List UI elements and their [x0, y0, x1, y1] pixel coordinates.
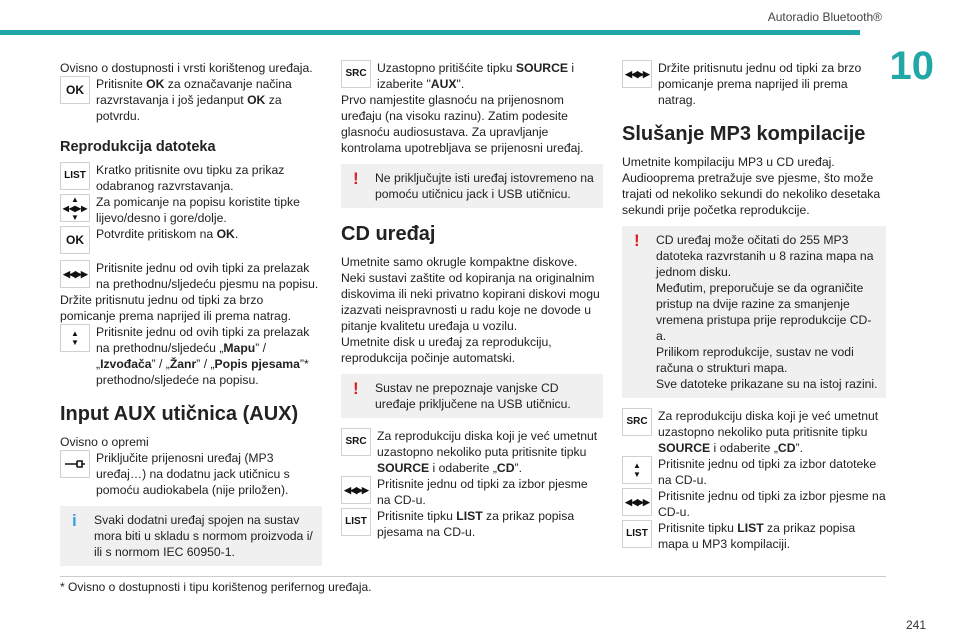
src-text: Uzastopno pritišćite tipku SOURCE i izaberite "AUX". — [377, 61, 575, 91]
list3-text: Pritisnite tipku LIST za prikaz popisa mapa u MP3 kompilaciji. — [658, 521, 856, 551]
column-2 — [341, 60, 603, 540]
jack-plug-icon — [60, 450, 90, 478]
info-note — [60, 506, 322, 566]
list-key-icon: LIST — [622, 520, 652, 548]
page-number: 241 — [905, 618, 926, 632]
left-right-arrows-icon: ◀◀▶▶ — [622, 60, 652, 88]
src-key-icon: SRC — [341, 60, 371, 88]
ok2-row — [60, 226, 322, 254]
column-3 — [622, 60, 886, 552]
up-down-arrows-icon: ▲ ▼ — [60, 324, 90, 352]
warning-icon: ! — [353, 169, 359, 188]
src3-row — [622, 408, 886, 456]
header-title: Autoradio Bluetooth® — [767, 10, 882, 24]
ok-key-icon: OK — [60, 76, 90, 104]
list-row — [60, 162, 322, 194]
left-right-arrows-icon: ◀◀▶▶ — [60, 260, 90, 288]
footnote-divider — [60, 576, 886, 577]
list3-row — [622, 520, 886, 552]
src2-text: Za reprodukciju diska koji je već umetnut uzastopno nekoliko puta pritisnite tipku SOURCE i odaberite „CD”. — [377, 429, 598, 475]
aux-note-text: Svaki dodatni uređaj spojen na sustav mora biti u skladu s normom proizvoda i/ ili s normom IEC 60950-1. — [94, 513, 313, 559]
list-key-icon: LIST — [341, 508, 371, 536]
ud-text: Pritisnite jednu od ovih tipki za prelazak na prethodnu/sljedeću „Mapu” / „Izvođača” / „Žanr” / „Popis pjesama”* prethodno/sljedeće na popisu. — [96, 325, 310, 387]
up-down-arrows-icon: ▲ ▼ — [622, 456, 652, 484]
volume-text: Prvo namjestite glasnoću na prijenosnom uređaju (na visoku razinu). Zatim podesite glasnoću audiosustava. Za upravljanje kontrolama upotrebljava se prijenosni uređaj. — [341, 93, 584, 155]
heading-playback: Reprodukcija datoteka — [60, 139, 216, 155]
src-row — [341, 60, 603, 92]
list-key-icon: LIST — [60, 162, 90, 190]
footnote: * Ovisno o dostupnosti i tipu korištenog perifernog uređaja. — [60, 580, 372, 594]
nav-text: Za pomicanje na popisu koristite tipke lijevo/desno i gore/dolje. — [96, 195, 300, 225]
warning-1-text: Ne priključujte isti uređaj istovremeno na pomoću utičnicu jack i USB utičnicu. — [375, 171, 594, 201]
lr2-row — [341, 476, 603, 508]
aux-row — [60, 450, 322, 498]
cd-text: Umetnite samo okrugle kompaktne diskove. Neki sustavi zaštite od kopiranja na originalnim diskovima ili neki privatno kopirani diskovi mogu izazvati neispravnosti u radu koje ne dovode u pitanje kvalitetu uređaja u vozilu. Umetnite disk u uređaj za reprodukciju, reprodukcija počinje automatski. — [341, 255, 600, 365]
warning-note-3 — [622, 226, 886, 398]
lr2-text: Pritisnite jednu od tipki za izbor pjesme na CD-u. — [377, 477, 588, 507]
src-key-icon: SRC — [341, 428, 371, 456]
list2-row — [341, 508, 603, 540]
warning-icon: ! — [353, 379, 359, 398]
ok-text: Pritisnite OK za označavanje načina razvrstavanja i još jedanput OK za potvrdu. — [96, 77, 292, 123]
warning-icon: ! — [634, 231, 640, 250]
mp3-text: Umetnite kompilaciju MP3 u CD uređaj. Audiooprema pretražuje sve pjesme, što može trajati od nekoliko sekundi do nekoliko desetaka sekundi prije početka reprodukcije. — [622, 155, 881, 217]
list2-text: Pritisnite tipku LIST za prikaz popisa pjesama na CD-u. — [377, 509, 575, 539]
nav-row — [60, 194, 322, 226]
lr3-row — [622, 488, 886, 520]
four-way-arrows-icon: ▲ ◀◀▶▶ ▼ — [60, 194, 90, 222]
warning-note-1 — [341, 164, 603, 208]
left-right-arrows-icon: ◀◀▶▶ — [622, 488, 652, 516]
chapter-number: 10 — [889, 44, 934, 88]
info-icon: i — [72, 511, 77, 530]
heading-cd: CD uređaj — [341, 223, 436, 245]
lr3-text: Pritisnite jednu od tipki za izbor pjesme na CD-u. — [658, 489, 886, 519]
ok-key-icon: OK — [60, 226, 90, 254]
src2-row — [341, 428, 603, 476]
warning-3-text: CD uređaj može očitati do 255 MP3 datoteka razvrstanih u 8 razina mapa na jednom disku. Međutim, preporučuje se da ograničite pristup na dvije razine za smanjenje vremena pristupa prije reprodukcije CD-a. Prilikom reprodukcije, sustav ne vodi računa o strukturi mapa. Sve datoteke prikazane su na istoj razini. — [656, 233, 878, 391]
intro-text: Ovisno o dostupnosti i vrsti korištenog uređaja. — [60, 61, 313, 75]
column-1 — [60, 60, 322, 576]
warning-2-text: Sustav ne prepoznaje vanjske CD uređaje priključene na USB utičnicu. — [375, 381, 571, 411]
aux-intro: Ovisno o opremi — [60, 435, 149, 449]
header-accent-bar — [0, 30, 860, 35]
ud-row — [60, 324, 322, 388]
hold3-row — [622, 60, 886, 108]
hold-text: Držite pritisnutu jednu od tipki za brzo pomicanje prema naprijed ili prema natrag. — [60, 293, 292, 323]
ok-row — [60, 76, 322, 124]
src-key-icon: SRC — [622, 408, 652, 436]
heading-mp3: Slušanje MP3 kompilacije — [622, 123, 866, 145]
ud3-text: Pritisnite jednu od tipki za izbor datoteke na CD-u. — [658, 457, 877, 487]
hold3-text: Držite pritisnutu jednu od tipki za brzo pomicanje prema naprijed ili prema natrag. — [658, 61, 862, 107]
src3-text: Za reprodukciju diska koji je već umetnut uzastopno nekoliko puta pritisnite tipku SOURCE i odaberite „CD”. — [658, 409, 879, 455]
warning-note-2 — [341, 374, 603, 418]
aux-text: Priključite prijenosni uređaj (MP3 uređaj…) na dodatnu jack utičnicu s pomoću audiokabela (nije priložen). — [96, 451, 290, 497]
list-text: Kratko pritisnite ovu tipku za prikaz odabranog razvrstavanja. — [96, 163, 285, 193]
ud3-row — [622, 456, 886, 488]
lr-text: Pritisnite jednu od ovih tipki za prelazak na prethodnu/sljedeću pjesmu na popisu. — [96, 261, 319, 291]
ok2-text: Potvrdite pritiskom na OK. — [96, 227, 239, 241]
left-right-arrows-icon: ◀◀▶▶ — [341, 476, 371, 504]
lr-row — [60, 260, 322, 292]
heading-aux: Input AUX utičnica (AUX) — [60, 403, 299, 425]
